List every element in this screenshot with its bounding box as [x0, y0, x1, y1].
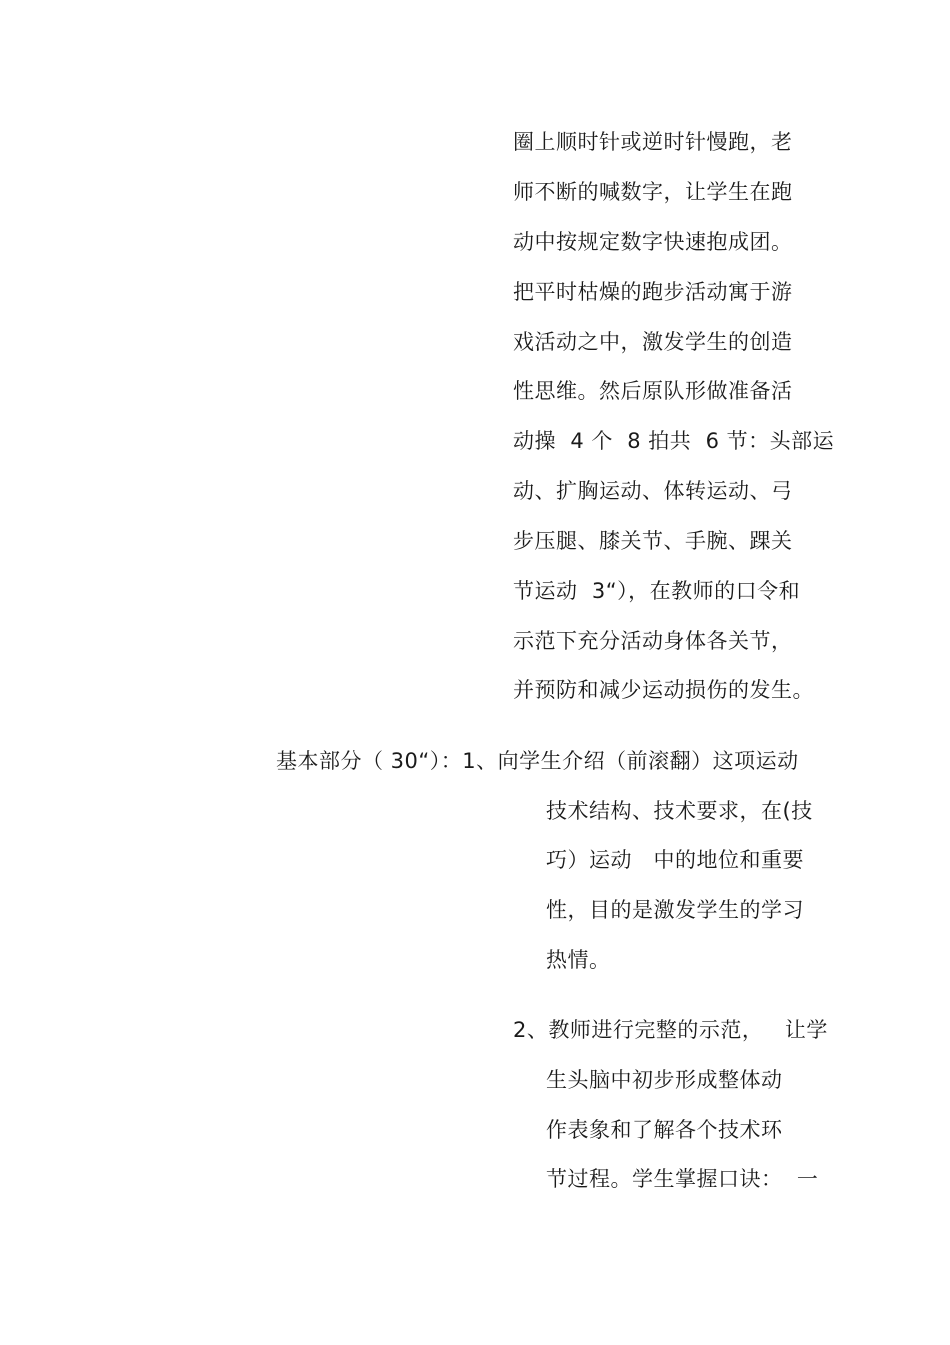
prep-line-11: 示范下充分活动身体各关节，: [513, 629, 793, 653]
prep-line-10: 节运动 3“），在教师的口令和: [513, 579, 801, 603]
prep-line-4: 把平时枯燥的跑步活动寓于游: [513, 280, 793, 304]
prep-line-5: 戏活动之中，激发学生的创造: [513, 330, 793, 354]
prep-line-6: 性思维。然后原队形做准备活: [513, 379, 793, 403]
basic-line-3: 性，目的是激发学生的学习: [546, 898, 804, 922]
prep-line-9: 步压腿、膝关节、手腕、踝关: [513, 529, 793, 553]
basic-line-4: 热情。: [546, 948, 611, 972]
prep-line-1: 圈上顺时针或逆时针慢跑，老: [513, 130, 793, 154]
step-two-line-2: 作表象和了解各个技术环: [546, 1118, 783, 1142]
step-two-line-1: 生头脑中初步形成整体动: [546, 1068, 783, 1092]
prep-line-12: 并预防和减少运动损伤的发生。: [513, 678, 814, 702]
step-two-heading: 2、教师进行完整的示范， 让学: [513, 1018, 828, 1042]
basic-line-2: 巧）运动 中的地位和重要: [546, 848, 805, 872]
basic-part-heading: 基本部分（ 30“）：1、向学生介绍（前滚翻）这项运动: [276, 749, 799, 773]
prep-line-7: 动操 4 个 8 拍共 6 节：头部运: [513, 429, 835, 453]
prep-line-2: 师不断的喊数字，让学生在跑: [513, 180, 793, 204]
step-two-line-3: 节过程。学生掌握口诀： 一: [546, 1167, 819, 1191]
prep-line-3: 动中按规定数字快速抱成团。: [513, 230, 793, 254]
basic-line-1: 技术结构、技术要求，在(技: [546, 799, 813, 823]
prep-line-8: 动、扩胸运动、体转运动、弓: [513, 479, 793, 503]
